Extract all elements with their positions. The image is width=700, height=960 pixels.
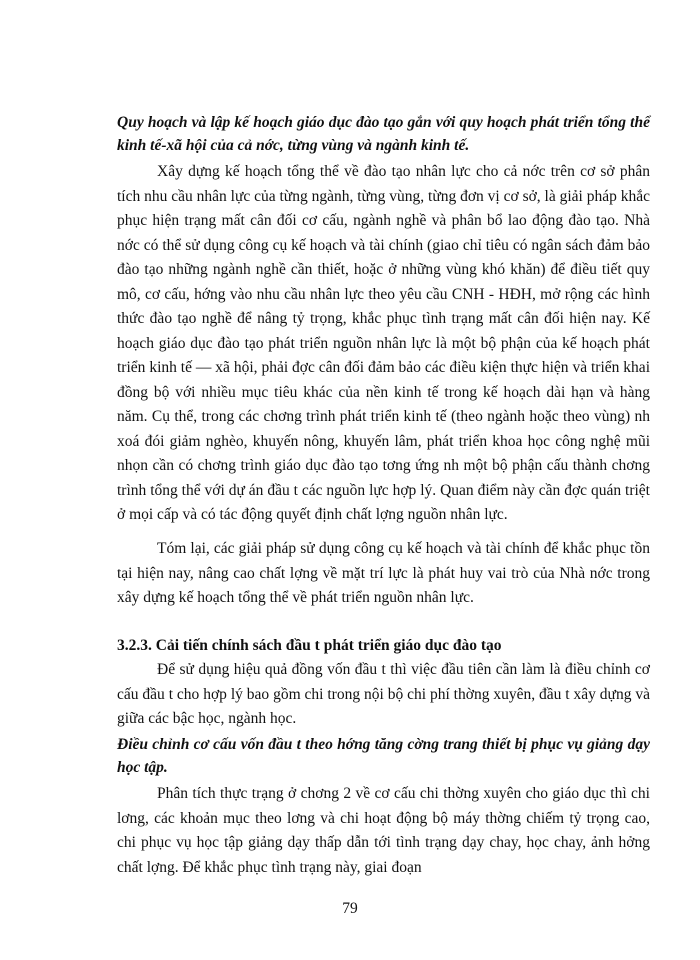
body-paragraph-4: Phân tích thực trạng ở chơng 2 về cơ cấu chi thờng xuyên cho giáo dục thì chi lơng, các khoản mục theo lơng và chi hoạt động bộ máy thờng chiếm tỷ trọng cao, chi phục vụ học tập giảng dạy thấp dẫn tới tình trạng dạy chay, học chay, ảnh hởng chất lợng. Để khắc phục tình trạng này, giai đoạn	[117, 785, 650, 876]
page-number: 79	[342, 900, 358, 917]
section-title: 3.2.3. Cải tiến chính sách đầu t phát triển giáo dục đào tạo	[117, 637, 502, 654]
italic-subheading: Điều chỉnh cơ cấu vốn đầu t theo hớng tăng cờng trang thiết bị phục vụ giảng dạy học tập.	[117, 736, 650, 776]
body-paragraph-3: Để sử dụng hiệu quả đồng vốn đầu t thì việc đầu tiên cần làm là điều chỉnh cơ cấu đầu t cho hợp lý bao gồm chi trong nội bộ chi phí thờng xuyên, đầu t xây dựng và giữa các bậc học, ngành học.	[117, 661, 650, 727]
body-paragraph-1: Xây dựng kế hoạch tổng thể về đào tạo nhân lực cho cả nớc trên cơ sở phân tích nhu cầu nhân lực của từng ngành, từng vùng, từng đơn vị cơ sở, là giải pháp khắc phục hiện trạng mất cân đối cơ cấu, ngành nghề và phân bổ lao động đào tạo. Nhà nớc có thể sử dụng công cụ kế hoạch và tài chính (giao chỉ tiêu có ngân sách đảm bảo đào tạo những ngành nghề cần thiết, hoặc ở những vùng khó khăn) để điều tiết quy mô, cơ cấu, hớng vào nhu cầu nhân lực theo yêu cầu CNH - HĐH, mở rộng các hình thức đào tạo nghề để nâng tỷ trọng, khắc phục tình trạng mất cân đối hiện nay. Kế hoạch giáo dục đào tạo phát triển nguồn nhân lực là một bộ phận của kế hoạch phát triển kinh tế — xã hội, phải đợc cân đối đảm bảo các điều kiện thực hiện và triển khai đồng bộ với nhiều mục tiêu khác của nền kinh tế trong kế hoạch dài hạn và hàng năm. Cụ thể, trong các chơng trình phát triển kinh tế (theo ngành hoặc theo vùng) nh xoá đói giảm nghèo, khuyến nông, khuyến lâm, phát triển khoa học công nghệ mũi nhọn cần có chơng trình giáo dục đào tạo tơng ứng nh một bộ phận cấu thành chơng trình tổng thể với dự án đầu t các nguồn lực hợp lý. Quan điểm này cần đợc quán triệt ở mọi cấp và có tác động quyết định chất lợng nguồn nhân lực.	[117, 163, 650, 523]
body-paragraph-2: Tóm lại, các giải pháp sử dụng công cụ kế hoạch và tài chính để khắc phục tồn tại hiện nay, nâng cao chất lợng về mặt trí lực là phát huy vai trò của Nhà nớc trong xây dựng kế hoạch tổng thể về phát triển nguồn nhân lực.	[117, 540, 650, 606]
italic-heading: Quy hoạch và lập kế hoạch giáo dục đào tạo gắn với quy hoạch phát triển tổng thể kinh tế-xã hội của cả nớc, từng vùng và ngành kinh tế.	[117, 114, 650, 154]
